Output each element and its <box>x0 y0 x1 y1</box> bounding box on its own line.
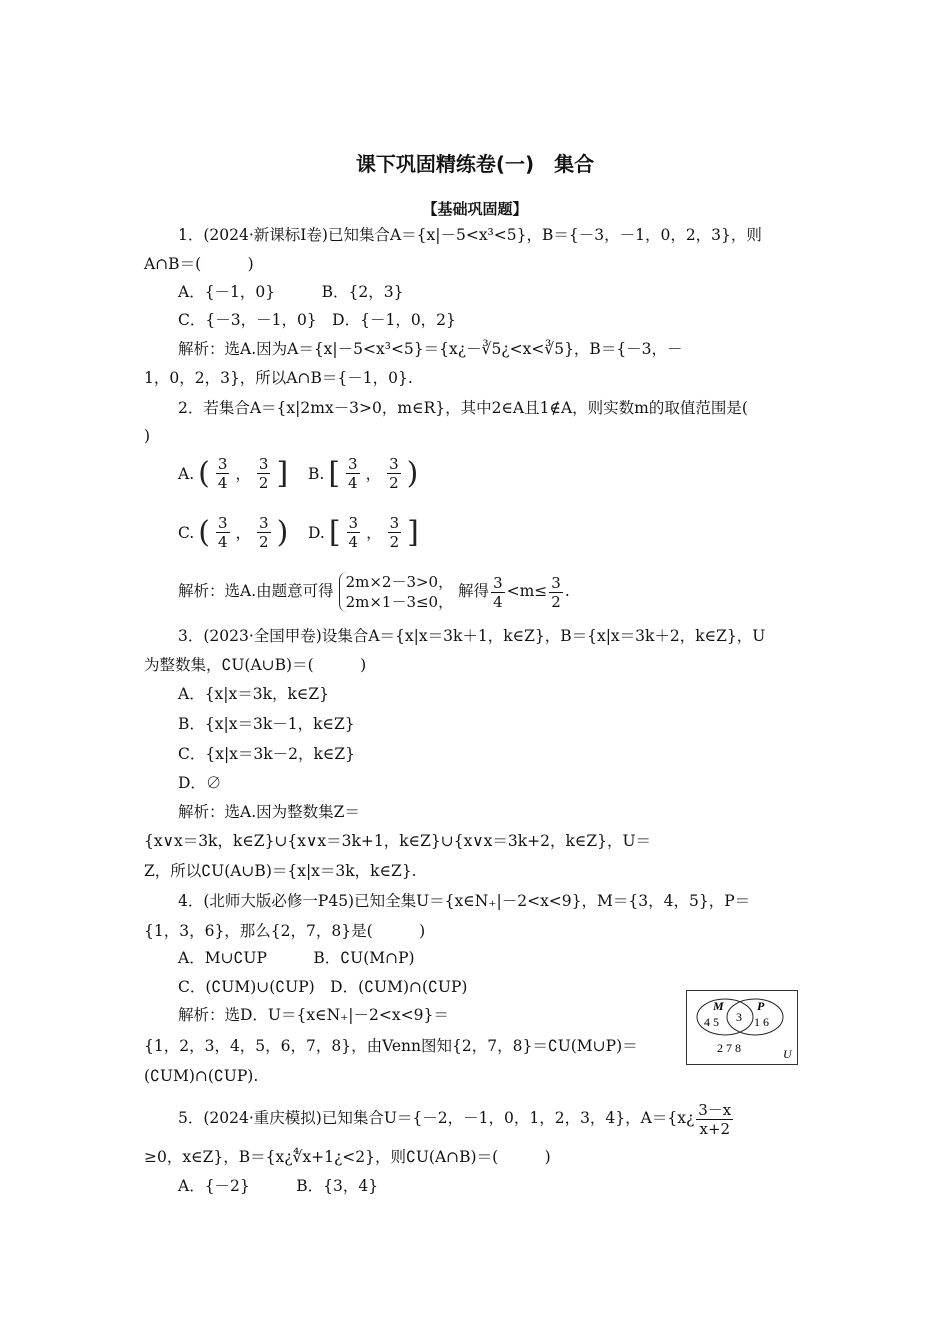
page-title: 课下巩固精练卷(一) 集合 <box>355 152 595 176</box>
q2-option-d: D. [ $\frac{3}{4}$ ， $\frac{3}{2}$ ] <box>308 514 419 551</box>
q2-option-c: C. ( $\frac{3}{4}$ ， $\frac{3}{2}$ ) <box>178 514 289 551</box>
set-p-label: P <box>757 999 765 1013</box>
left-bracket: ( <box>198 455 210 491</box>
q4-options-cd: C．(∁UM)∪(∁UP) D．(∁UM)∩(∁UP) <box>178 978 468 996</box>
solution-prefix: 解析：选A.由题意可得 <box>178 582 334 600</box>
m-only-elements: 4 5 <box>704 1015 719 1029</box>
fraction: $\frac{3}{4}$ <box>348 455 358 492</box>
fraction: $\frac{3}{4}$ <box>217 514 228 551</box>
fraction: $\frac{3}{2}$ <box>389 455 399 492</box>
solution-end: . <box>564 582 570 600</box>
fraction: $\frac{3}{4}$ <box>217 455 228 492</box>
fraction: $\frac{3}{4}$ <box>348 514 359 551</box>
q4-stem-line2: {1，3，6}，那么{2，7，8}是( ) <box>144 922 426 940</box>
q2-stem-line2: ) <box>144 427 151 445</box>
left-bracket: ( <box>198 514 210 550</box>
fraction: $\frac{3}{2}$ <box>389 514 400 551</box>
q3-option-d: D．∅ <box>178 774 222 792</box>
set-m-label: M <box>713 999 724 1013</box>
solution-mid2: <m≤ <box>506 582 548 600</box>
q3-stem-line1: 3．(2023·全国甲卷)设集合A＝{x|x＝3k＋1，k∈Z}，B＝{x|x＝3k＋2，k∈Z}，U <box>178 627 766 645</box>
left-bracket: [ <box>328 514 341 550</box>
right-bracket: ) <box>406 455 419 491</box>
q2-option-b: B. [ $\frac{3}{4}$ ， $\frac{3}{2}$ ) <box>308 455 419 492</box>
q3-solution-line2: {x∨x＝3k，k∈Z}∪{x∨x＝3k+1，k∈Z}∪{x∨x＝3k+2，k∈Z}，U＝ <box>144 832 652 850</box>
fraction: $\frac{3}{2}$ <box>551 573 561 611</box>
q4-solution-line1: 解析：选D．U＝{x∈N₊|－2<x<9}＝ <box>178 1006 449 1024</box>
q4-stem-line1: 4．(北师大版必修一P45)已知全集U＝{x∈N₊|－2<x<9}，M＝{3，4，5}，P＝ <box>178 892 751 910</box>
q2-solution <box>178 571 570 612</box>
fraction: $\frac{3}{2}$ <box>259 514 269 551</box>
outside-elements: 2 7 8 <box>717 1041 741 1055</box>
option-label: C. <box>178 523 195 542</box>
venn-diagram <box>686 990 798 1065</box>
fraction: $\frac{3-x}{x+2}$ <box>698 1100 732 1138</box>
q3-solution-line1: 解析：选A.因为整数集Z＝ <box>178 803 360 821</box>
option-label: A. <box>178 464 195 483</box>
q5-options-ab: A．{－2} B．{3，4} <box>178 1177 379 1195</box>
option-label: B. <box>308 464 325 483</box>
equation-system <box>339 572 454 612</box>
q1-stem-line1: 1．(2024·新课标Ⅰ卷)已知集合A＝{x|－5<x³<5}，B＝{－3，－1，0，2，3}，则 <box>178 226 762 244</box>
p-only-elements: 1 6 <box>754 1015 769 1029</box>
inequality-2: 2m×1－3≤0， <box>345 593 454 611</box>
q2-stem-line1: 2．若集合A＝{x|2mx－3>0，m∈R}，其中2∈A且1∉A，则实数m的取值范围是( <box>178 399 748 417</box>
venn-svg <box>687 991 797 1064</box>
right-bracket: ) <box>276 514 289 550</box>
q3-option-b: B．{x|x＝3k－1，k∈Z} <box>178 715 355 733</box>
q3-stem-line2: 为整数集，∁U(A∪B)＝( ) <box>144 656 367 674</box>
q5-stem-line1 <box>178 1098 735 1138</box>
q1-solution-line1: 解析：选A.因为A＝{x|－5<x³<5}＝{x¿－∛5¿<x<∛5}，B＝{－3，－ <box>178 340 683 358</box>
q3-solution-line3: Z，所以∁U(A∪B)＝{x|x＝3k，k∈Z}. <box>144 862 417 880</box>
universe-label: U <box>783 1047 792 1061</box>
q3-option-a: A．{x|x＝3k，k∈Z} <box>178 685 330 703</box>
q4-options-ab: A．M∪∁UP B．∁U(M∩P) <box>178 949 415 967</box>
right-bracket: ] <box>276 455 289 491</box>
q5-stem-line2: ≥0，x∈Z}，B＝{x¿∜x+1¿<2}，则∁U(A∩B)＝( ) <box>144 1148 551 1166</box>
q5-stem-text: 5．(2024·重庆模拟)已知集合U＝{－2，－1，0，1，2，3，4}，A＝{x¿ <box>178 1109 695 1127</box>
fraction: $\frac{3}{4}$ <box>493 573 503 611</box>
option-label: D. <box>308 523 325 542</box>
q1-stem-line2: A∩B＝( ) <box>144 255 254 273</box>
left-bracket: [ <box>328 455 341 491</box>
q1-options-cd: C．{－3，－1，0} D．{－1，0，2} <box>178 311 456 329</box>
fraction: $\frac{3}{2}$ <box>258 455 269 492</box>
q2-option-a: A. ( $\frac{3}{4}$ ， $\frac{3}{2}$ ] <box>178 455 289 492</box>
q4-solution-line2: {1，2，3，4，5，6，7，8}，由Venn图知{2，7，8}＝∁U(M∪P)＝ <box>144 1037 638 1055</box>
q3-option-c: C．{x|x＝3k－2，k∈Z} <box>178 745 356 763</box>
inequality-1: 2m×2－3>0， <box>345 573 454 591</box>
q1-options-ab: A．{－1，0} B．{2，3} <box>178 283 404 301</box>
q4-solution-line3: (∁UM)∩(∁UP). <box>144 1067 259 1085</box>
right-bracket: ] <box>407 514 419 550</box>
solution-mid: 解得 <box>458 582 490 600</box>
q1-solution-line2: 1，0，2，3}，所以A∩B＝{－1，0}. <box>144 369 413 387</box>
section-heading: 【基础巩固题】 <box>422 200 528 218</box>
intersection-elements: 3 <box>736 1010 742 1024</box>
